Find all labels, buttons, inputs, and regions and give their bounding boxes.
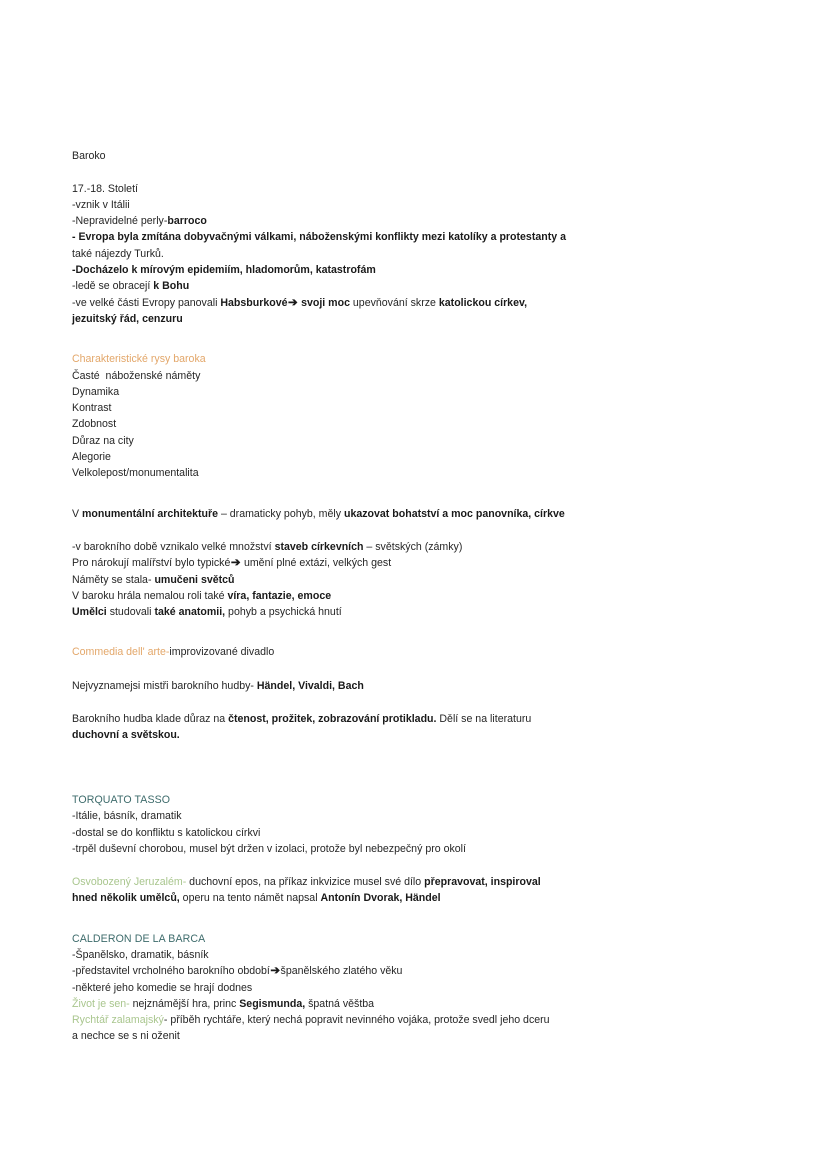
music-emphasis-bold: čtenost, prožitek, zobrazování protikladu. xyxy=(228,713,437,726)
calderon-line2-prefix: -představitel vrcholného barokního období xyxy=(72,965,270,978)
calderon-line3: -některé jeho komedie se hrají dodnes xyxy=(72,981,253,994)
calderon-line1: -Španělsko, dramatik, básník xyxy=(72,948,209,961)
features-item-1: Dynamika xyxy=(72,385,120,398)
spacer xyxy=(72,164,768,180)
art-faith-prefix: V baroku hrála nemalou roli také xyxy=(72,589,228,602)
architecture-bold2: ukazovat bohatství a moc panovníka, církve xyxy=(344,507,565,520)
tasso-line-2: -trpěl duševní chorobou, musel být držen v izolaci, protože byl nebezpečný pro okolí xyxy=(72,842,466,855)
calderon-heading: CALDERON DE LA BARCA xyxy=(72,932,206,945)
intro-habsburg-prefix: -ve velké části Evropy panovali xyxy=(72,296,221,309)
right-arrow-icon: ➔ xyxy=(270,965,281,978)
intro-god xyxy=(72,278,768,294)
art-themes-bold: umučeni světců xyxy=(154,573,235,586)
tasso-work-bold2: hned několik umělců, xyxy=(72,892,180,905)
tasso-work-heading: Osvobozený Jeruzalém- xyxy=(72,876,187,889)
calderon-work2-line1 xyxy=(72,1012,768,1028)
intro-god-bold: k Bohu xyxy=(153,280,190,293)
features-item-4: Důraz na city xyxy=(72,434,134,447)
art-themes xyxy=(72,572,768,588)
spacer xyxy=(72,327,768,351)
art-faith xyxy=(72,588,768,604)
tasso-work-bold3: Antonín Dvorak, Händel xyxy=(320,892,441,905)
features-item-2: Kontrast xyxy=(72,402,112,415)
intro-epidemics-bold: -Docházelo k mírovým epidemiím, hladomorům, katastrofám xyxy=(72,264,376,277)
intro-habsburg-mid: upevňování skrze xyxy=(349,296,439,309)
architecture-prefix: V xyxy=(72,507,83,520)
art-artists xyxy=(72,604,768,620)
commedia-text: improvizované divadlo xyxy=(169,646,275,659)
art-buildings xyxy=(72,539,768,555)
tasso-work-text2: operu na tento námět napsal xyxy=(179,892,321,905)
art-painting xyxy=(72,555,768,571)
intro-europe-line1 xyxy=(72,229,768,245)
spacer xyxy=(72,694,768,711)
intro-god-prefix: -ledě se obracejí xyxy=(72,280,154,293)
music-emphasis-line2-bold: duchovní a světskou. xyxy=(72,729,180,742)
features-heading: Charakteristické rysy baroka xyxy=(72,353,206,366)
art-faith-bold: víra, fantazie, emoce xyxy=(227,589,332,602)
tasso-heading: TORQUATO TASSO xyxy=(72,793,171,806)
music-emphasis-line1 xyxy=(72,711,768,727)
intro-europe-bold: - Evropa byla zmítána dobyvačnými válkami, náboženskými konflikty mezi katolíky a protestanty a xyxy=(72,231,566,244)
intro-epidemics xyxy=(72,262,768,278)
spacer xyxy=(72,522,768,539)
tasso-line-0: -Itálie, básník, dramatik xyxy=(72,810,182,823)
tasso-work-bold1: přepravovat, inspiroval xyxy=(424,876,541,889)
intro-habsburg-bold1: Habsburkové xyxy=(220,296,288,309)
calderon-work1-heading: Život je sen- xyxy=(72,997,130,1010)
features-item-5: Alegorie xyxy=(72,451,111,464)
architecture-line xyxy=(72,506,768,522)
intro-habsburg-line2-bold: jezuitský řád, cenzuru xyxy=(72,312,183,325)
calderon-work1-text1: nejznámější hra, princ xyxy=(129,997,240,1010)
music-masters-bold: Händel, Vivaldi, Bach xyxy=(256,679,364,692)
intro-habsburg-line1 xyxy=(72,295,768,311)
music-masters-prefix: Nejvyznamejsi mistři barokního hudby- xyxy=(72,679,257,692)
art-buildings-suffix: – světských (zámky) xyxy=(363,540,463,553)
document-title: Baroko xyxy=(72,150,106,162)
architecture-mid: – dramaticky pohyb, měly xyxy=(218,507,344,520)
commedia-line xyxy=(72,644,768,660)
calderon-line2 xyxy=(72,963,768,979)
art-buildings-prefix: -v barokního době vznikalo velké množství xyxy=(72,540,275,553)
calderon-work1-bold: Segismunda, xyxy=(239,997,306,1010)
architecture-bold1: monumentální architektuře xyxy=(82,507,218,520)
intro-century: 17.-18. Století xyxy=(72,182,138,195)
intro-europe-line2: také nájezdy Turků. xyxy=(72,247,164,260)
tasso-line-1: -dostal se do konfliktu s katolickou církvi xyxy=(72,826,261,839)
calderon-work2-line2: a nechce se s ni oženit xyxy=(72,1030,180,1043)
art-painting-prefix: Pro nárokují malířství bylo typické xyxy=(72,557,231,570)
art-artists-bold1: Umělci xyxy=(72,606,107,619)
right-arrow-icon: ➔ xyxy=(230,557,241,570)
music-emphasis-suffix: Dělí se na literaturu xyxy=(436,713,532,726)
calderon-work2-text1: - příběh rychtáře, který nechá popravit nevinného vojáka, protože svedl jeho dceru xyxy=(163,1014,550,1027)
features-item-6: Velkolepost/monumentalita xyxy=(72,467,199,480)
tasso-work-text1: duchovní epos, na příkaz inkvizice musel své dílo xyxy=(186,876,425,889)
spacer xyxy=(72,744,768,776)
spacer xyxy=(72,620,768,644)
features-item-3: Zdobnost xyxy=(72,418,117,431)
music-emphasis-prefix: Barokního hudba klade důraz na xyxy=(72,713,229,726)
tasso-work-line1 xyxy=(72,874,768,890)
intro-pearls-bold: barroco xyxy=(167,215,207,228)
spacer xyxy=(72,907,768,931)
spacer xyxy=(72,857,768,874)
calderon-work2-heading: Rychtář zalamajský xyxy=(72,1014,164,1027)
intro-habsburg-bold2: svoji moc xyxy=(298,296,350,309)
right-arrow-icon: ➔ xyxy=(288,296,298,309)
music-emphasis-line2 xyxy=(72,727,768,743)
music-masters xyxy=(72,678,768,694)
intro-origin: -vznik v Itálii xyxy=(72,198,130,211)
intro-pearls xyxy=(72,213,768,229)
art-buildings-bold: staveb církevních xyxy=(274,540,364,553)
art-artists-mid: studovali xyxy=(106,606,155,619)
spacer xyxy=(72,482,768,506)
art-artists-suffix: pohyb a psychická hnutí xyxy=(225,606,342,619)
tasso-work-line2 xyxy=(72,890,768,906)
spacer xyxy=(72,776,768,792)
intro-pearls-prefix: -Nepravidelné perly- xyxy=(72,215,168,228)
commedia-heading: Commedia dell' arte- xyxy=(72,646,170,659)
features-item-0: Časté náboženské náměty xyxy=(72,369,201,382)
art-themes-prefix: Náměty se stala- xyxy=(72,573,155,586)
intro-habsburg-bold3: katolickou církev, xyxy=(438,296,528,309)
document-body xyxy=(72,148,768,1045)
calderon-line2-suffix: španělského zlatého věku xyxy=(280,965,403,978)
calderon-work1-text2: špatná věštba xyxy=(305,997,375,1010)
art-painting-suffix: umění plné extázi, velkých gest xyxy=(241,557,392,570)
calderon-work1 xyxy=(72,996,768,1012)
intro-habsburg-line2 xyxy=(72,311,768,327)
spacer xyxy=(72,661,768,678)
art-artists-bold2: také anatomii, xyxy=(154,606,226,619)
